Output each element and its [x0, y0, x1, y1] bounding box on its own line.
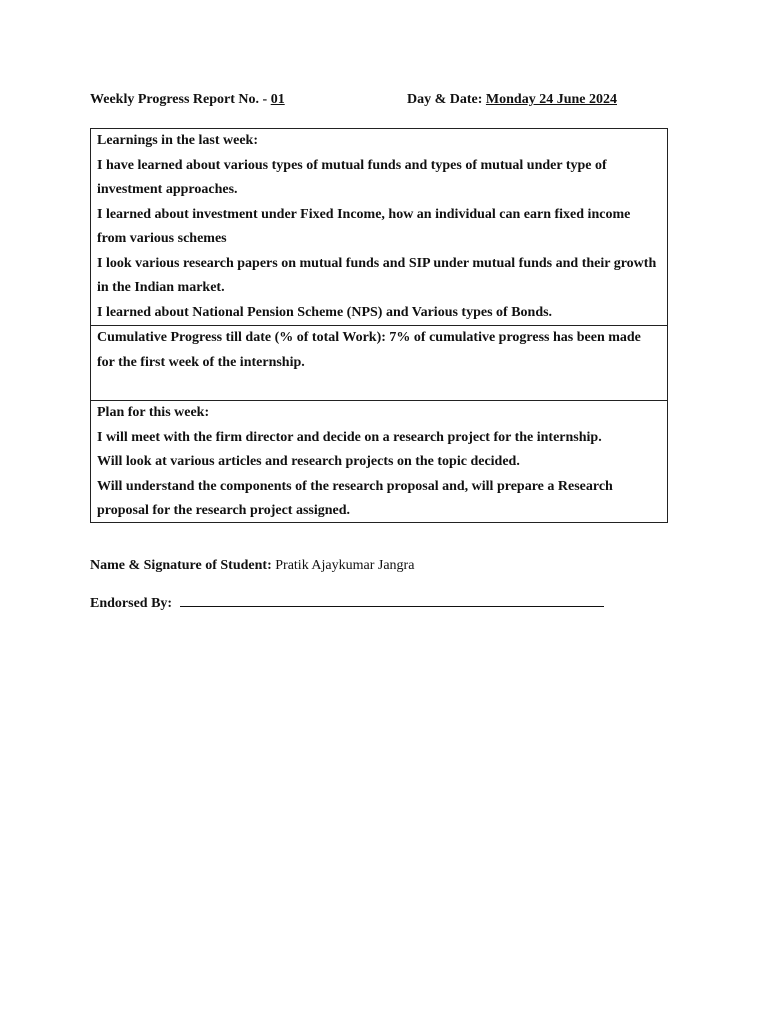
endorsement-blank — [180, 592, 604, 607]
student-name-label: Name & Signature of Student: — [90, 558, 276, 573]
progress-section — [91, 325, 667, 400]
progress-text: Cumulative Progress till date (% of total Work): 7% of cumulative progress has been made for the first week of the internship. — [97, 330, 641, 370]
learnings-section — [91, 129, 667, 325]
date-label: Day & Date: — [407, 92, 486, 107]
date-value: Monday 24 June 2024 — [485, 92, 617, 107]
plan-line: Will look at various articles and research projects on the topic decided. — [97, 454, 520, 469]
plan-section — [91, 400, 667, 522]
report-table — [90, 128, 668, 523]
report-date — [407, 91, 617, 109]
report-number: 01 — [270, 92, 285, 107]
learnings-line: I look various research papers on mutual funds and SIP under mutual funds and their growth in the Indian market. — [97, 255, 657, 295]
student-name-value: Pratik Ajaykumar Jangra — [275, 558, 415, 573]
plan-line: I will meet with the firm director and decide on a research project for the internship. — [97, 429, 602, 445]
report-title — [90, 91, 285, 109]
report-label: Weekly Progress Report No. - — [90, 92, 271, 107]
learnings-heading: Learnings in the last week: — [97, 133, 258, 148]
learnings-line: I learned about investment under Fixed Income, how an individual can earn fixed income from various schemes — [97, 206, 631, 246]
plan-heading: Plan for this week: — [97, 405, 210, 420]
plan-line: Will understand the components of the research proposal and, will prepare a Research proposal for the research project assigned. — [97, 478, 613, 518]
student-signature-line — [90, 557, 414, 575]
endorsed-line — [90, 592, 604, 613]
endorsed-label: Endorsed By: — [90, 596, 176, 611]
learnings-line: I learned about National Pension Scheme (NPS) and Various types of Bonds. — [97, 304, 553, 320]
learnings-line: I have learned about various types of mutual funds and types of mutual under type of investment approaches. — [97, 157, 607, 197]
